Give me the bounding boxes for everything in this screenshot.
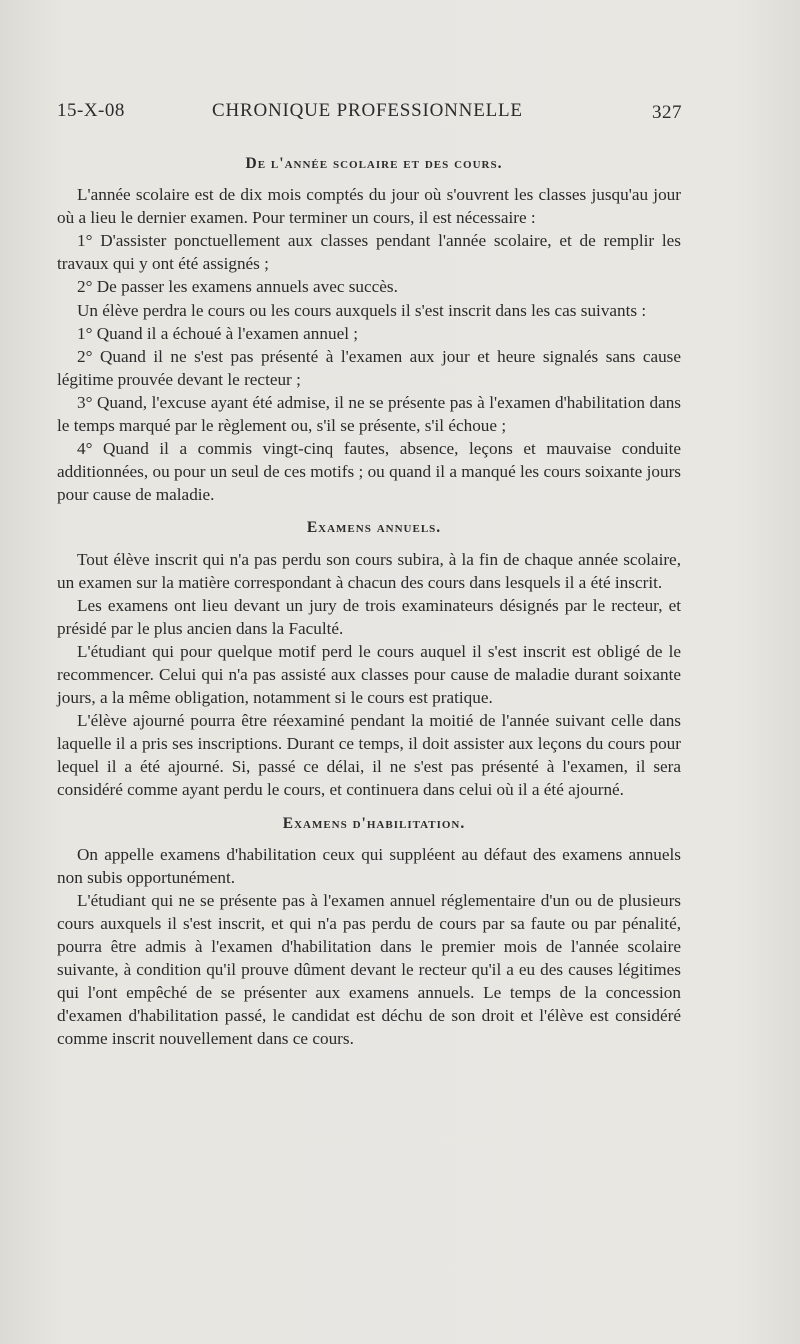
section-title: Examens d'habilitation.	[282, 814, 466, 832]
paragraph: L'étudiant qui ne se présente pas à l'examen annuel réglementaire d'un ou de plusieurs cours auxquels il s'est inscrit, et qui n'a pas perdu de cours par sa faute ou par pénalité, pourra être admis à l'examen d'habilitation dans le premier mois de l'année scolaire suivante, à condition qu'il prouve dûment devant le recteur qu'il a eu des causes légitimes qui l'ont empêché de se présenter aux examens annuels. Le temps de la concession d'examen d'habilitation passé, le candidat est déchu de son droit et l'élève est considéré comme inscrit nouvellement dans ce cours.	[57, 890, 681, 1049]
running-head	[57, 100, 682, 130]
header-date: 15-X-08	[57, 100, 125, 121]
paragraph: 3° Quand, l'excuse ayant été admise, il ne se présente pas à l'examen d'habilitation dans le temps marqué par le règlement ou, s'il se présente, s'il échoue ;	[57, 392, 681, 436]
paragraph: L'année scolaire est de dix mois comptés du jour où s'ouvrent les classes jusqu'au jour où a lieu le dernier examen. Pour terminer un cours, il est nécessaire :	[57, 185, 681, 228]
page-body	[57, 152, 681, 1050]
paragraph: L'étudiant qui pour quelque motif perd le cours auquel il s'est inscrit est obligé de le recommencer. Celui qui n'a pas assisté aux classes pour cause de maladie durant soixante jours, a la même obligation, notamment si le cours est pratique.	[57, 641, 681, 708]
paragraph: 4° Quand il a commis vingt-cinq fautes, absence, leçons et mauvaise conduite additionnées, ou pour un seul de ces motifs ; ou quand il a manqué les cours soixante jours pour cause de maladie.	[57, 439, 681, 505]
section-title: Examens annuels.	[306, 519, 442, 537]
paragraph: 1° D'assister ponctuellement aux classes pendant l'année scolaire, et de remplir les travaux qui y ont été assignés ;	[57, 231, 681, 274]
header-title: CHRONIQUE PROFESSIONNELLE	[212, 100, 523, 121]
section-title: De l'année scolaire et des cours.	[245, 155, 503, 172]
paragraph: Un élève perdra le cours ou les cours auxquels il s'est inscrit dans les cas suivants :	[77, 300, 647, 320]
paragraph: 1° Quand il a échoué à l'examen annuel ;	[77, 323, 359, 343]
paragraph: 2° De passer les examens annuels avec succès.	[77, 277, 398, 297]
paragraph: L'élève ajourné pourra être réexaminé pendant la moitié de l'année suivant celle dans laquelle il a pris ses inscriptions. Durant ce temps, il doit assister aux leçons du cours pour lequel il a été ajourné. Si, passé ce délai, il ne s'est pas présenté à l'examen, il sera considéré comme ayant perdu le cours, et continuera dans celui où il a été ajourné.	[57, 711, 681, 800]
paragraph: 2° Quand il ne s'est pas présenté à l'examen aux jour et heure signalés sans cause légitime prouvée devant le recteur ;	[57, 346, 681, 389]
paragraph: Tout élève inscrit qui n'a pas perdu son cours subira, à la fin de chaque année scolaire, un examen sur la matière correspondant à chacun des cours dans lesquels il a été inscrit.	[57, 549, 681, 592]
paragraph: On appelle examens d'habilitation ceux qui suppléent au défaut des examens annuels non subis opportunément.	[57, 844, 681, 887]
paragraph: Les examens ont lieu devant un jury de trois examinateurs désignés par le recteur, et présidé par le plus ancien dans la Faculté.	[57, 595, 681, 638]
page-number: 327	[652, 102, 682, 123]
